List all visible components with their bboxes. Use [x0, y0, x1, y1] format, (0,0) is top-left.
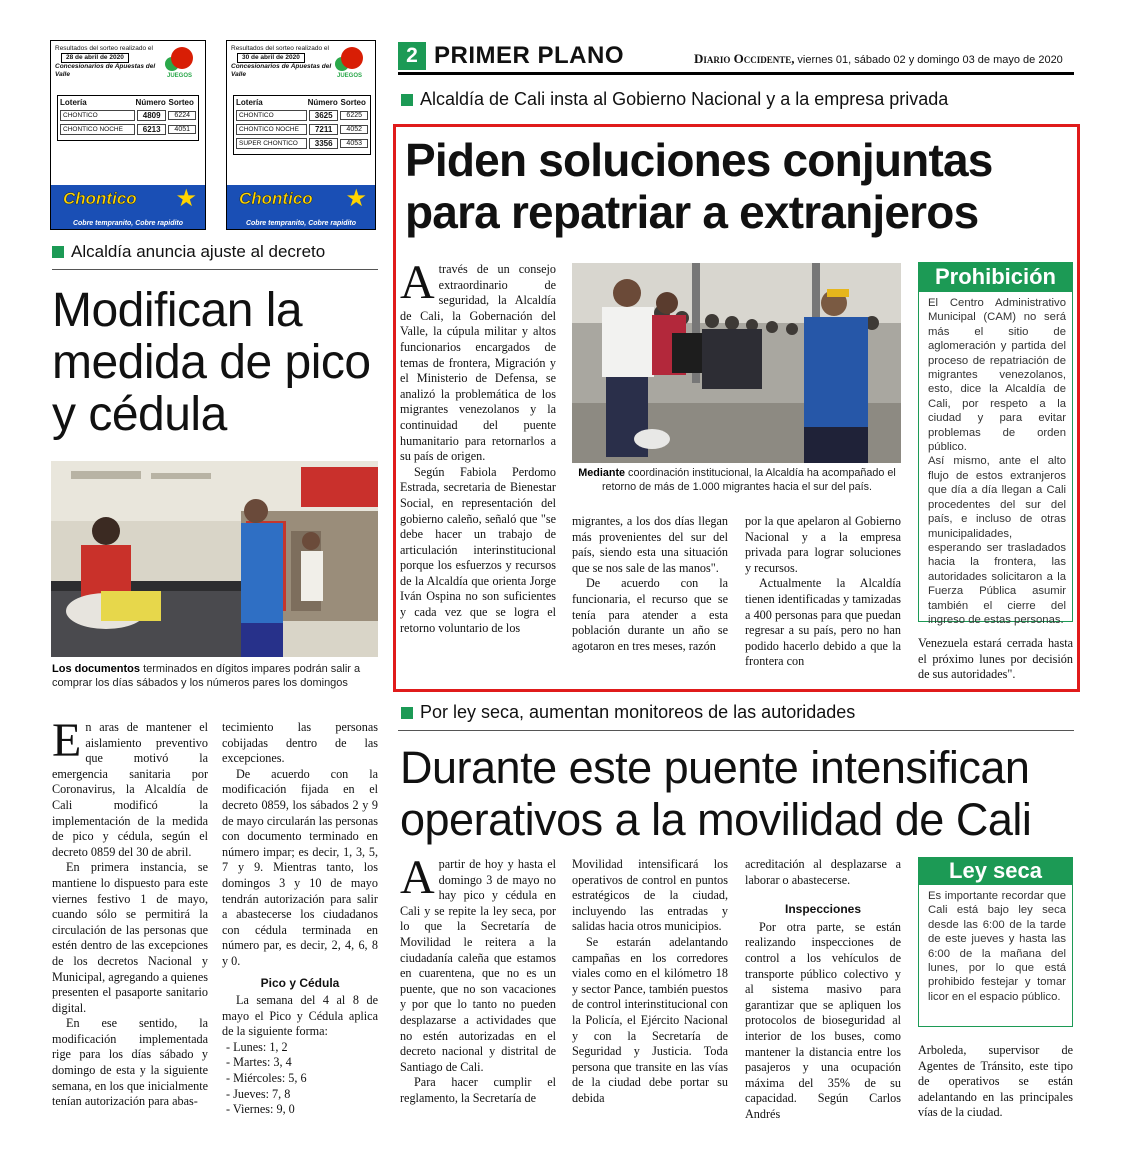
juegos-logo — [335, 47, 369, 87]
main-col-4 — [918, 636, 1073, 683]
left-headline: Modifican la medida de pico y cédula — [52, 284, 371, 441]
logo-text: JUEGOS — [337, 73, 363, 79]
bottom-kicker-text: Por ley seca, aumentan monitoreos de las autoridades — [420, 702, 856, 722]
subhead: Pico y Cédula — [260, 975, 340, 990]
left-col-2 — [222, 720, 378, 1118]
lottery-number: 7211 — [309, 124, 339, 135]
lottery-number: 3625 — [309, 110, 339, 121]
lottery-draw: 4051 — [168, 125, 196, 134]
lottery-number: 4809 — [137, 110, 167, 121]
lottery-header-line: Resultados del sorteo realizado el — [231, 45, 329, 52]
bottom-col-2 — [572, 857, 728, 1107]
lottery-table — [57, 95, 199, 141]
lottery-number: 3356 — [309, 138, 339, 149]
ley-seca-title: Ley seca — [918, 857, 1073, 885]
left-caption — [52, 662, 378, 690]
list-item: - Jueves: 7, 8 — [226, 1086, 291, 1101]
list-item: - Lunes: 1, 2 — [226, 1039, 288, 1054]
lottery-draw: 6224 — [168, 111, 196, 120]
paragraph: De acuerdo con la modificación fijada en el decreto 0859, los sábados 2 y 9 de mayo circularán las personas con documento terminado en número impar; es decir, 1, 3, 5, 7 y 9. Mientras tanto, los domingos 3 y 10 de mayo tendrán autorización para salir a abastecerse los ciudadanos con cédula terminada en número par, es decir, 2, 4, 6, 8 y 0. — [222, 766, 378, 968]
table-row — [236, 124, 368, 135]
supermarket-illustration — [51, 461, 378, 657]
col-draw: Sorteo — [168, 98, 194, 107]
paragraph: partir de hoy y hasta el domingo 3 de mayo no hay pico y cédula en Cali y se repite la ley seca, por lo que la Secretaría de Movilidad le reitera a la ciudadanía caleña que estamos en cuarentena, que no es un puente, que no son vacaciones y por que lo tanto no pueden desplazarse a actividades que no estén autorizadas en el decreto nacional y distrital de Santiago de Cali. — [400, 857, 556, 1074]
prohibicion-text — [928, 296, 1066, 627]
bottom-headline-line-2: operativos a la movilidad de Cali — [400, 794, 1032, 845]
lottery-name: SUPER CHONTICO — [236, 138, 307, 149]
paragraph: por la que apelaron al Gobierno Nacional y a la empresa privada para lograr soluciones y recursos. — [745, 514, 901, 575]
dropcap: A — [400, 851, 435, 904]
left-kicker-text: Alcaldía anuncia ajuste al decreto — [71, 242, 326, 261]
table-row — [60, 124, 196, 135]
col-lottery: Lotería — [236, 98, 263, 107]
paragraph: Por otra parte, se están realizando inspecciones de control a los vehículos de transporte público colectivo y al sistema masivo para garantizar que se apliquen los protocolos de bioseguridad al interior de los buses, como mantener la distancia entre los pasajeros y una ocupación máxima del 35% de su capacidad. Según Carlos Andrés — [745, 919, 901, 1121]
chontico-logo: Chontico — [239, 189, 313, 208]
migrants-illustration — [572, 263, 901, 463]
page-header — [398, 42, 1074, 74]
paragraph: migrantes, a los dos días llegan más provenientes del sur del país, siendo esta una situación que se nos sale de las manos". — [572, 514, 728, 575]
paragraph: La semana del 4 al 8 de mayo el Pico y Cédula aplica de la siguiente forma: — [222, 993, 378, 1039]
bottom-col-4 — [918, 1043, 1073, 1121]
list-item: - Viernes: 9, 0 — [226, 1102, 295, 1117]
paragraph: Venezuela estará cerrada hasta el próximo lunes por decisión de sus autoridades". — [918, 636, 1073, 682]
lottery-header — [231, 45, 343, 79]
paragraph: tecimiento las personas cobijadas dentro de las excepciones. — [222, 720, 378, 766]
paragraph: acreditación al desplazarse a laborar o abastecerse. — [745, 857, 901, 887]
chontico-logo: Chontico — [63, 189, 137, 208]
paragraph: Se estarán adelantando campañas en los corredores viales como en el kilómetro 18 y sector Pance, también puestos de control interinstitucional con la Policía, el Ejército Nacional y con la Secretaría de Seguridad y Justicia. Toda persona que transite en las vías de la ciudad debe portar su debida — [572, 934, 728, 1105]
main-kicker-text: Alcaldía de Cali insta al Gobierno Nacional y a la empresa privada — [420, 89, 949, 109]
caption-lead: Mediante — [578, 467, 626, 479]
paragraph: Según Fabiola Perdomo Estrada, secretaria de Bienestar Social, en representación del gobierno caleño, señaló que "se debe hacer un trabajo de articulación interinstitucional porque los esfuerzos y recursos de la Alcaldía que orienta Jorge Iván Ospina no son suficientes y cada vez que se logra el retorno voluntario de los — [400, 464, 556, 635]
col-draw: Sorteo — [340, 98, 366, 107]
lottery-number: 6213 — [137, 124, 167, 135]
main-col-2 — [572, 514, 728, 654]
lottery-box-1 — [50, 40, 206, 230]
bottom-headline — [400, 742, 1076, 846]
col-number: Número — [307, 98, 338, 107]
list-item: - Miércoles: 5, 6 — [226, 1071, 307, 1086]
main-headline-line-1: Piden soluciones conjuntas — [405, 134, 993, 186]
chontico-banner — [51, 185, 205, 229]
logo-text: JUEGOS — [167, 73, 193, 79]
star-icon: ★ — [345, 186, 367, 212]
lottery-name: CHONTICO NOCHE — [236, 124, 307, 135]
section-title: PRIMER PLANO — [434, 42, 625, 69]
paragraph: De acuerdo con la funcionaria, el recurso que se tenía para atender a esta población durante un año se agotaron en tres meses, razón — [572, 576, 728, 653]
caption-lead: Los documentos — [52, 663, 141, 675]
subhead: Inspecciones — [784, 902, 862, 917]
lottery-header — [55, 45, 167, 79]
schedule-list — [222, 1040, 378, 1118]
left-kicker — [52, 242, 325, 262]
chontico-slogan: Cobre tempranito, Cobre rapidito — [72, 220, 184, 227]
lottery-table — [233, 95, 371, 155]
paragraph: Así mismo, ante el alto flujo de estos extranjeros que día a día llegan a Cali procedentes del sur del país, e incluso de otras municipalidades, esperando ser trasladados hacia la frontera, las autoridades solicitaron a la Fuerza Pública asumir también el cierre del ingreso de estas personas. — [928, 455, 1066, 626]
bottom-col-3 — [745, 857, 901, 1123]
bottom-headline-line-1: Durante este puente intensifican — [400, 742, 1030, 793]
ley-seca-text: Es importante recordar que Cali está bajo ley seca desde las 6:00 de la tarde de este jueves y hasta las 6:00 de la mañana del lunes, por lo que está prohibido festejar y tomar licor en el espacio público. — [928, 890, 1066, 1003]
main-caption — [574, 466, 900, 494]
chontico-slogan: Cobre tempranito, Cobre rapidito — [245, 220, 357, 227]
paragraph: Movilidad intensificará los operativos de control en puntos estratégicos de la ciudad, incluyendo las entradas y salidas hacia otros municipios. — [572, 857, 728, 934]
paragraph: En primera instancia, se mantiene lo dispuesto para este viernes festivo 1 de mayo, cuando sólo se permitirá la circulación de las personas que estén dentro de las excepciones de los decretos Nacional y Municipal, agregando a quienes presenten el pasaporte sanitario digital. — [52, 860, 208, 1015]
col-number: Número — [135, 98, 166, 107]
divider — [52, 269, 378, 270]
list-item: - Martes: 3, 4 — [226, 1055, 292, 1070]
chontico-banner — [227, 185, 375, 229]
caption-text: terminados en dígitos impares podrán salir a comprar los días sábados y los números pares los domingos — [52, 663, 361, 689]
main-headline — [405, 134, 1075, 238]
supermarket-photo — [51, 461, 378, 657]
lottery-header-line: Resultados del sorteo realizado el — [55, 45, 153, 52]
main-col-1 — [400, 256, 556, 636]
paragraph: En ese sentido, la modificación implementada rige para los días sábado y domingo de esta y la siguiente semana, en los que inicialmente tenían autorización para abas- — [52, 1016, 208, 1109]
divider — [398, 730, 1074, 731]
lottery-box-2 — [226, 40, 376, 230]
main-headline-line-2: para repatriar a extranjeros — [405, 186, 979, 238]
prohibicion-title: Prohibición — [918, 262, 1073, 292]
table-row — [236, 110, 368, 121]
page-number: 2 — [398, 42, 426, 70]
table-row — [236, 138, 368, 149]
migrants-photo — [572, 263, 901, 463]
paragraph: El Centro Administrativo Municipal (CAM) no será más el sitio de aglomeración y partida del proceso de repatriación de migrantes venezolanos, esto, dice la Alcaldía de Cali, por respeto a la ciudad y para evitar problemas de orden público. — [928, 297, 1066, 454]
lottery-name: CHONTICO — [60, 110, 135, 121]
lottery-name: CHONTICO — [236, 110, 307, 121]
lottery-concessionaire: Concesionarios de Apuestas del Valle — [55, 63, 156, 78]
dropcap: E — [52, 714, 82, 767]
lottery-name: CHONTICO NOCHE — [60, 124, 135, 135]
left-col-1 — [52, 714, 208, 1110]
paragraph: Arboleda, supervisor de Agentes de Tránsito, este tipo de operativos se están adelantando en las principales vías de la ciudad. — [918, 1043, 1073, 1120]
bottom-col-1 — [400, 851, 556, 1107]
main-col-3 — [745, 514, 901, 670]
date-line — [694, 51, 1063, 67]
bottom-kicker — [401, 702, 855, 723]
lottery-draw: 4052 — [340, 125, 368, 134]
paragraph: Para hacer cumplir el reglamento, la Secretaría de — [400, 1075, 556, 1105]
lottery-draw: 4053 — [340, 139, 368, 148]
lottery-date: 30 de abril de 2020 — [237, 53, 305, 63]
table-row — [60, 110, 196, 121]
lottery-draw: 6225 — [340, 111, 368, 120]
issue-date: viernes 01, sábado 02 y domingo 03 de mayo de 2020 — [797, 54, 1063, 66]
lottery-concessionaire: Concesionarios de Apuestas del Valle — [231, 63, 332, 78]
caption-text: coordinación institucional, la Alcaldía ha acompañado el retorno de más de 1.000 migrantes hacia el sur del país. — [601, 467, 896, 493]
juegos-logo — [165, 47, 199, 87]
paragraph: través de un consejo extraordinario de seguridad, la Alcaldía de Cali, la Gobernación del Valle, la cúpula militar y altos funcionarios encargados de temas de frontera, Migración y el Ministerio de Defensa, se analizó la problemática de los migrantes venezolanos y la continuidad del puente humanitario para retornarlos a su país de origen. — [400, 262, 556, 464]
lottery-date: 28 de abril de 2020 — [61, 53, 129, 63]
main-kicker — [401, 89, 948, 110]
star-icon: ★ — [175, 186, 197, 212]
col-lottery: Lotería — [60, 98, 87, 107]
dropcap: A — [400, 256, 435, 309]
paper-name: Diario Occidente, — [694, 51, 795, 66]
header-rule — [398, 72, 1074, 75]
paragraph: n aras de mantener el aislamiento preventivo que motivó la emergencia sanitaria por Coronavirus, la Alcaldía de Cali modificó la implementación de la medida de pico y cédula, según el decreto 0859 del 30 de abril. — [52, 720, 208, 859]
paragraph: Actualmente la Alcaldía tienen identificadas y tamizadas a 400 personas para que puedan regresar a su país, pero no han podido hacerlo debido a que la frontera con — [745, 576, 902, 669]
